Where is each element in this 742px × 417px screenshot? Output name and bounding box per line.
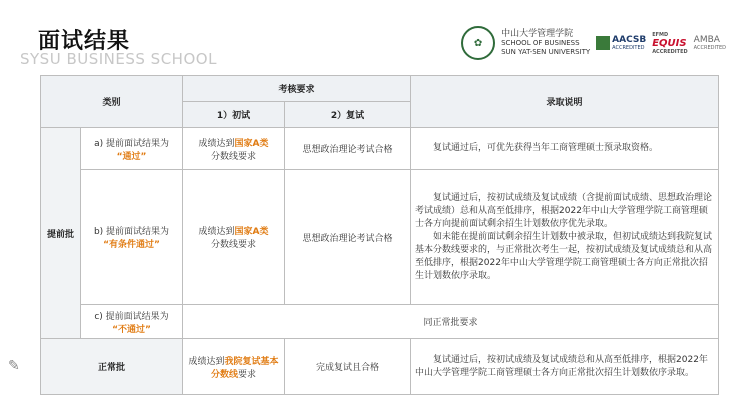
group-regular: 正常批: [41, 339, 183, 395]
round1-requirement: 成绩达到国家A类 分数线要求: [183, 128, 285, 170]
header-category: 类别: [41, 76, 183, 128]
header-requirements: 考核要求: [183, 76, 411, 102]
table-row: [41, 170, 719, 305]
aacsb-mark-icon: [596, 36, 610, 50]
university-seal-icon: ✿: [461, 26, 495, 60]
table-row: [41, 339, 719, 395]
round2-requirement: 思想政治理论考试合格: [285, 170, 411, 305]
group-early: 提前批: [41, 128, 81, 339]
equis-logo: EFMD EQUIS ACCREDITED: [652, 31, 688, 55]
aacsb-logo: AACSB ACCREDITED: [596, 35, 646, 51]
page-subtitle: SYSU BUSINESS SCHOOL: [20, 50, 217, 68]
pen-icon[interactable]: ✎: [8, 358, 20, 374]
merged-requirement: 同正常批要求: [183, 305, 719, 339]
round1-requirement: 成绩达到国家A类 分数线要求: [183, 170, 285, 305]
round2-requirement: 完成复试且合格: [285, 339, 411, 395]
header-round2: 2）复试: [285, 102, 411, 128]
header-admission: 录取说明: [411, 76, 719, 128]
header-round1: 1）初试: [183, 102, 285, 128]
subcategory-a: a) 提前面试结果为 “通过”: [81, 128, 183, 170]
logo-bar: [461, 26, 726, 60]
table-header-row: [41, 76, 719, 102]
round1-requirement: 成绩达到我院复试基本分数线要求: [183, 339, 285, 395]
admission-note: 复试通过后，可优先获得当年工商管理硕士预录取资格。: [411, 128, 719, 170]
table-row: [41, 305, 719, 339]
university-logo: 中山大学管理学院 SCHOOL OF BUSINESS SUN YAT-SEN UNIVERSITY: [501, 28, 591, 56]
amba-logo: AMBA ACCREDITED: [693, 35, 726, 51]
page-title: 面试结果: [38, 29, 131, 54]
subcategory-b: b) 提前面试结果为 “有条件通过”: [81, 170, 183, 305]
admission-note: 复试通过后，按初试成绩及复试成绩总和从高至低排序，根据2022年中山大学管理学院工商管理硕士各方向正常批次招生计划数依序录取。: [411, 339, 719, 395]
results-table: [40, 75, 719, 395]
subcategory-c: c) 提前面试结果为 “不通过”: [81, 305, 183, 339]
round2-requirement: 思想政治理论考试合格: [285, 128, 411, 170]
admission-note: 复试通过后，按初试成绩及复试成绩（含提前面试成绩、思想政治理论考试成绩）总和从高至低排序，根据2022年中山大学管理学院工商管理硕士各方向提前面试剩余招生计划数依序优先录取。 如未能在提前面试剩余招生计划数中被录取，但初试成绩达到我院复试基本分数线要求的，与正常批次考生一起，按初试成绩及复试成绩总和从高至低排序，根据2022年中山大学管理学院工商管理硕士各方向正常批次招生计划数依序录取。: [411, 170, 719, 305]
table-row: [41, 128, 719, 170]
